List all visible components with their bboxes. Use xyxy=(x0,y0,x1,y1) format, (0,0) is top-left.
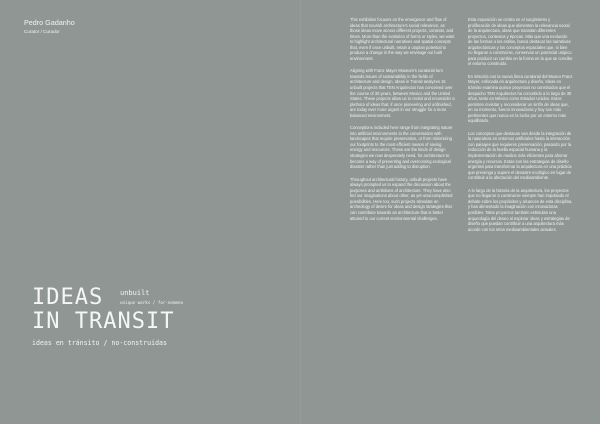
title-line-in-transit: IN TRANSIT xyxy=(32,309,175,334)
english-paragraph: Aligning with Franz Mayer Museum's curatorial turn towards issues of sustainability in the fields of architecture and design, Ideas in Transit analyzes 15 unbuilt projects that TEN Arquitectos has conceived over the course of 30 years, between Mexico and the United States. These projects allow us to revisit and reconsider a plethora of ideas that, if once pioneering and unfinished, are today ever more urgent in our struggle for a more balanced environment. xyxy=(350,68,455,118)
spanish-text-column xyxy=(468,17,573,239)
english-paragraph: Throughout architectural history, unbuilt projects have always prompted us to expand the discussion about the purposes and ambitions of architecture. They have also fed our imaginations about other, as yet unaccomplished possibilities. Here too, such projects stimulate an archeology of desire for ideas and design strategies that can contribute towards an architecture that is better attuned to our current environmental challenges. xyxy=(350,176,453,221)
subtitle-unbuilt-small: unique works / for-nomeno xyxy=(120,300,184,305)
exhibition-title xyxy=(32,287,174,333)
curator-credit xyxy=(24,19,75,34)
title-line-ideas: IDEAS xyxy=(32,285,104,310)
spanish-paragraph: En sintonía con la nueva línea curatorial del Museo Franz Mayer, enfocada en arquitectura y diseño, Ideas en tránsito examina quince proyectos no construidos que el despacho TEN Arquitectos ha concebido a lo largo de 30 años, tanto en México como Estados Unidos. Estos permiten revisitar y reconsiderar un sinfín de ideas que, en su momento, fueron innovadoras y hoy son más pertinentes que nunca en la lucha por un entorno más equilibrado. xyxy=(468,73,573,124)
subtitle-unbuilt: unbuilt xyxy=(120,289,150,297)
english-text-column xyxy=(350,17,455,228)
curator-role: Curator / Curador xyxy=(24,28,60,34)
curator-name: Pedro Gadanho xyxy=(24,18,75,27)
spread-fold xyxy=(300,0,301,424)
english-paragraph: This exhibition focuses on the emergence and flow of ideas that nourish architecture's social relevance, as those ideas move across different projects, contexts, and times. More than the evolution of forms or styles, we want to highlight architectural narratives and spatial concepts that, even if once unbuilt, retain a utopian potential to produce a change in the way we envisage our built environment. xyxy=(350,17,455,61)
spanish-paragraph: Esta exposición se centra en el surgimiento y proliferación de ideas que alimentan la relevancia social de la arquitectura, ideas que transitan diferentes proyectos, contextos y épocas. Más que una evolución de las formas o los estilos, busca destacar las narrativas arquitectónicas y los conceptos espaciales que, si bien no llegaron a construirse, conservan un potencial utópico para producir un cambio en la forma en la que se concibe el entorno construido. xyxy=(468,17,573,67)
english-paragraph: Conceptions included here range from integrating nature into artificial environments to the conversation with landscapes that require preservation, or from minimizing our footprints to the most efficient means of saving energy and resources. These are the kinds of design strategies we now desperately need, for architecture to become a way of preventing and overcoming ecological disaster rather than just adding to disruption. xyxy=(350,125,453,170)
spanish-paragraph: Los conceptos que destacan van desde la integración de la naturaleza en entornos artificiales hasta la interacción con paisajes que requieren preservación, pasando por la reducción de la huella espacial humana y la implementación de medios más eficientes para ahorrar energía y recursos. Estas son las estrategias de diseño urgentes para transformar la arquitectura en una práctica que prevenga y supere el desastre ecológico en lugar de contribuir a la afectación del medioambiente. xyxy=(468,130,572,181)
subtitle-spanish: ideas en tránsito / no-construidas xyxy=(32,339,167,347)
spanish-paragraph: A lo largo de la historia de la arquitectura, los proyectos que no llegaron a construirse siempre han impulsado el debate sobre los propósitos y alcances de esta disciplina, y han alimentado la imaginación con innovadoras posibles. Tales proyectos también estimulan una arqueología del deseo al explorar ideas y estrategias de diseño que puedan contribuir a una arquitectura más acorde con los retos medioambientales actuales. xyxy=(468,187,573,232)
